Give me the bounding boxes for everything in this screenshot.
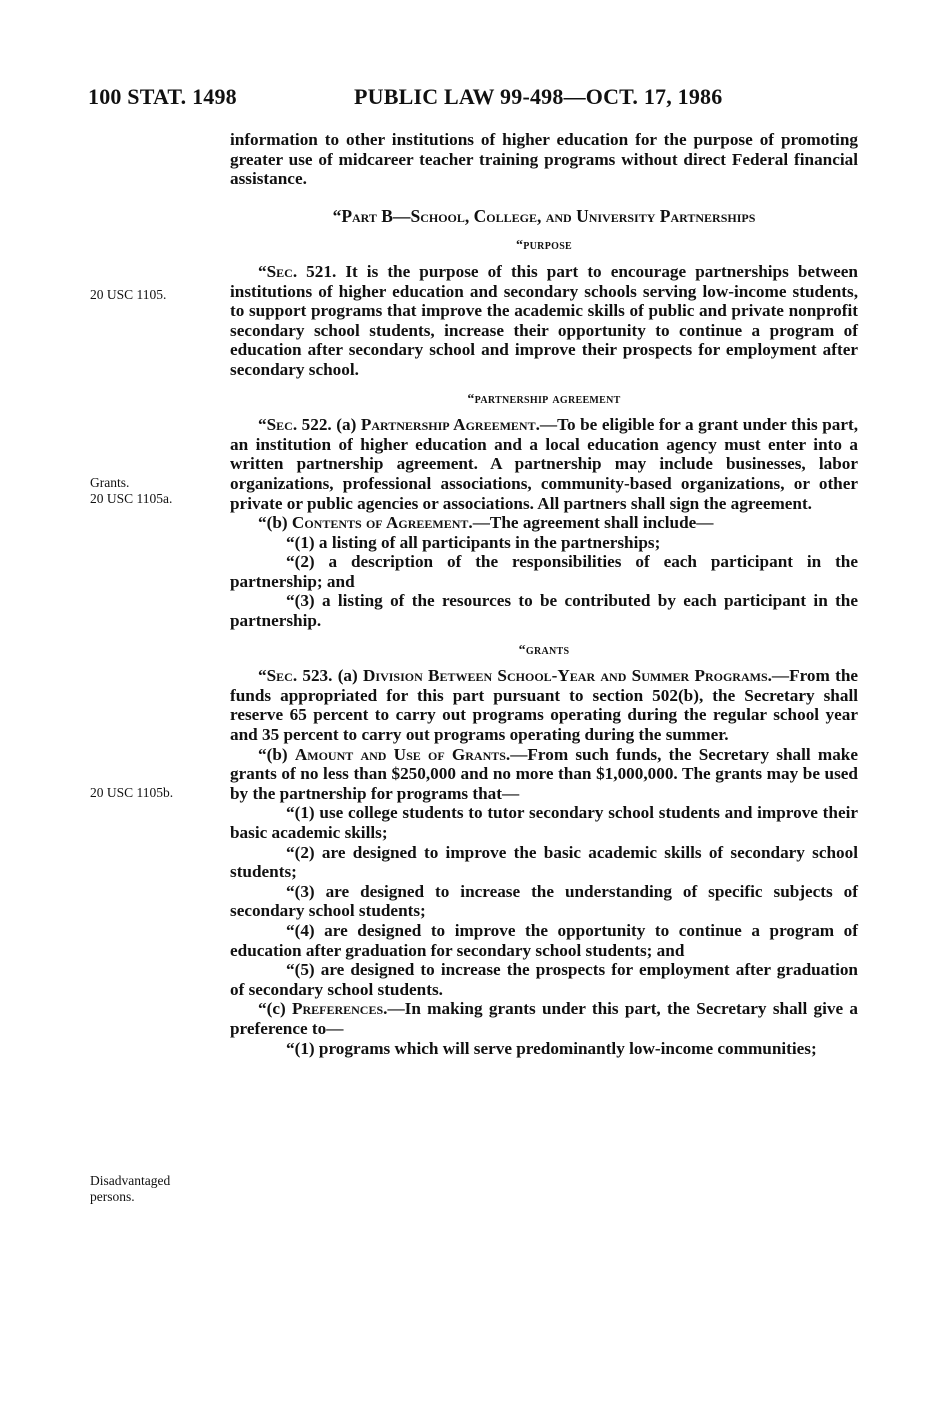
section-523-label: “Sec. 523.: [258, 666, 333, 686]
section-522-a-paragraph: [230, 415, 858, 513]
margin-note-persons: persons.: [90, 1189, 135, 1204]
section-523-b-item-1: “(1) use college students to tutor secondary school students and improve their basic academic skills;: [230, 803, 858, 842]
section-523-a-text: .—From the funds appropriated for this part pursuant to section 502(b), the Secretary shall reserve 65 percent to carry out programs operating during the regular school year and 35 percent to carry out programs operating during the summer.: [230, 666, 859, 745]
section-522-a-text: .—To be eligible for a grant under this part, an institution of higher education and a local education agency must enter into a written partnership agreement. A partnership may include businesses, labor organizations, professional associations, community-based organizations, or other private or public agencies or associations. All partners shall sign the agreement.: [230, 415, 858, 513]
section-523-a-title: Division Between School-Year and Summer Programs: [363, 666, 768, 686]
section-522-b-paragraph: [230, 513, 858, 533]
section-521-label: “Sec. 521.: [258, 261, 337, 281]
section-521-text: It is the purpose of this part to encourage partnerships between institutions of higher education and secondary schools serving low-income students, to support programs that improve the academic skills of public and private nonprofit secondary school students, increase their opportunity to continue a program of education after secondary school and improve their prospects for employment after secondary school.: [230, 261, 858, 379]
partnership-agreement-heading: “partnership agreement: [467, 391, 621, 407]
section-521-paragraph: [230, 262, 858, 380]
statute-reference: 100 STAT. 1498: [88, 84, 237, 109]
part-b-heading: “Part B—School, College, and University Partnerships: [332, 205, 756, 226]
section-523-c-text: .—In making grants under this part, the Secretary shall give a preference to—: [230, 999, 858, 1038]
grants-heading: “grants: [518, 642, 570, 658]
section-523-b-item-3: “(3) are designed to increase the understanding of specific subjects of secondary school students;: [230, 881, 858, 921]
section-522-a-prefix: (a): [331, 415, 361, 435]
section-523-b-text: .—From such funds, the Secretary shall make grants of no less than $250,000 and no more than $1,000,000. The grants may be used by the partnership for programs that—: [230, 744, 858, 803]
section-523-a-paragraph: [230, 666, 858, 744]
section-523-c-item-1: “(1) programs which will serve predominantly low-income communities;: [286, 1038, 817, 1058]
section-523-b-item-2: “(2) are designed to improve the basic academic skills of secondary school students;: [230, 842, 858, 882]
margin-note-20-usc-1105: 20 USC 1105.: [90, 287, 167, 302]
section-523-b-paragraph: [230, 745, 858, 804]
margin-note-grants: Grants.: [90, 475, 130, 490]
section-522-b-item-1: “(1) a listing of all participants in the partnerships;: [286, 532, 661, 552]
section-522-b-item-3: “(3) a listing of the resources to be contributed by each participant in the partnership.: [230, 591, 858, 631]
margin-note-20-usc-1105a: 20 USC 1105a.: [90, 491, 173, 506]
intro-paragraph: information to other institutions of higher education for the purpose of promoting greater use of midcareer teacher training programs without direct Federal financial assistance.: [230, 130, 858, 189]
section-523-b-prefix: “(b): [258, 744, 295, 764]
public-law-reference: PUBLIC LAW 99-498—OCT. 17, 1986: [354, 84, 723, 109]
purpose-heading: “purpose: [515, 238, 573, 254]
section-522-b-prefix: “(b): [258, 513, 292, 533]
section-523-a-prefix: (a): [332, 666, 364, 686]
section-522-b-title: Contents of Agreement: [291, 513, 469, 533]
section-523-c-paragraph: [230, 999, 858, 1038]
section-523-b-item-5: “(5) are designed to increase the prospects for employment after graduation of secondary school students.: [230, 960, 858, 999]
section-523-b-item-4: “(4) are designed to improve the opportunity to continue a program of education after graduation for secondary school students; and: [230, 920, 858, 960]
section-523-c-prefix: “(c): [258, 999, 292, 1019]
section-523-c-title: Preferences: [291, 999, 384, 1019]
section-522-b-text: .—The agreement shall include—: [468, 513, 714, 533]
section-522-a-title: Partnership Agreement: [360, 415, 536, 435]
section-522-b-item-2: “(2) a description of the responsibilities of each participant in the partnership; and: [230, 552, 858, 591]
document-body: [230, 130, 858, 1058]
section-522-label: “Sec. 522.: [258, 415, 332, 435]
section-523-b-title: Amount and Use of Grants: [294, 744, 506, 764]
margin-note-disadvantaged: Disadvantaged: [90, 1173, 171, 1188]
margin-note-20-usc-1105b: 20 USC 1105b.: [90, 785, 174, 800]
